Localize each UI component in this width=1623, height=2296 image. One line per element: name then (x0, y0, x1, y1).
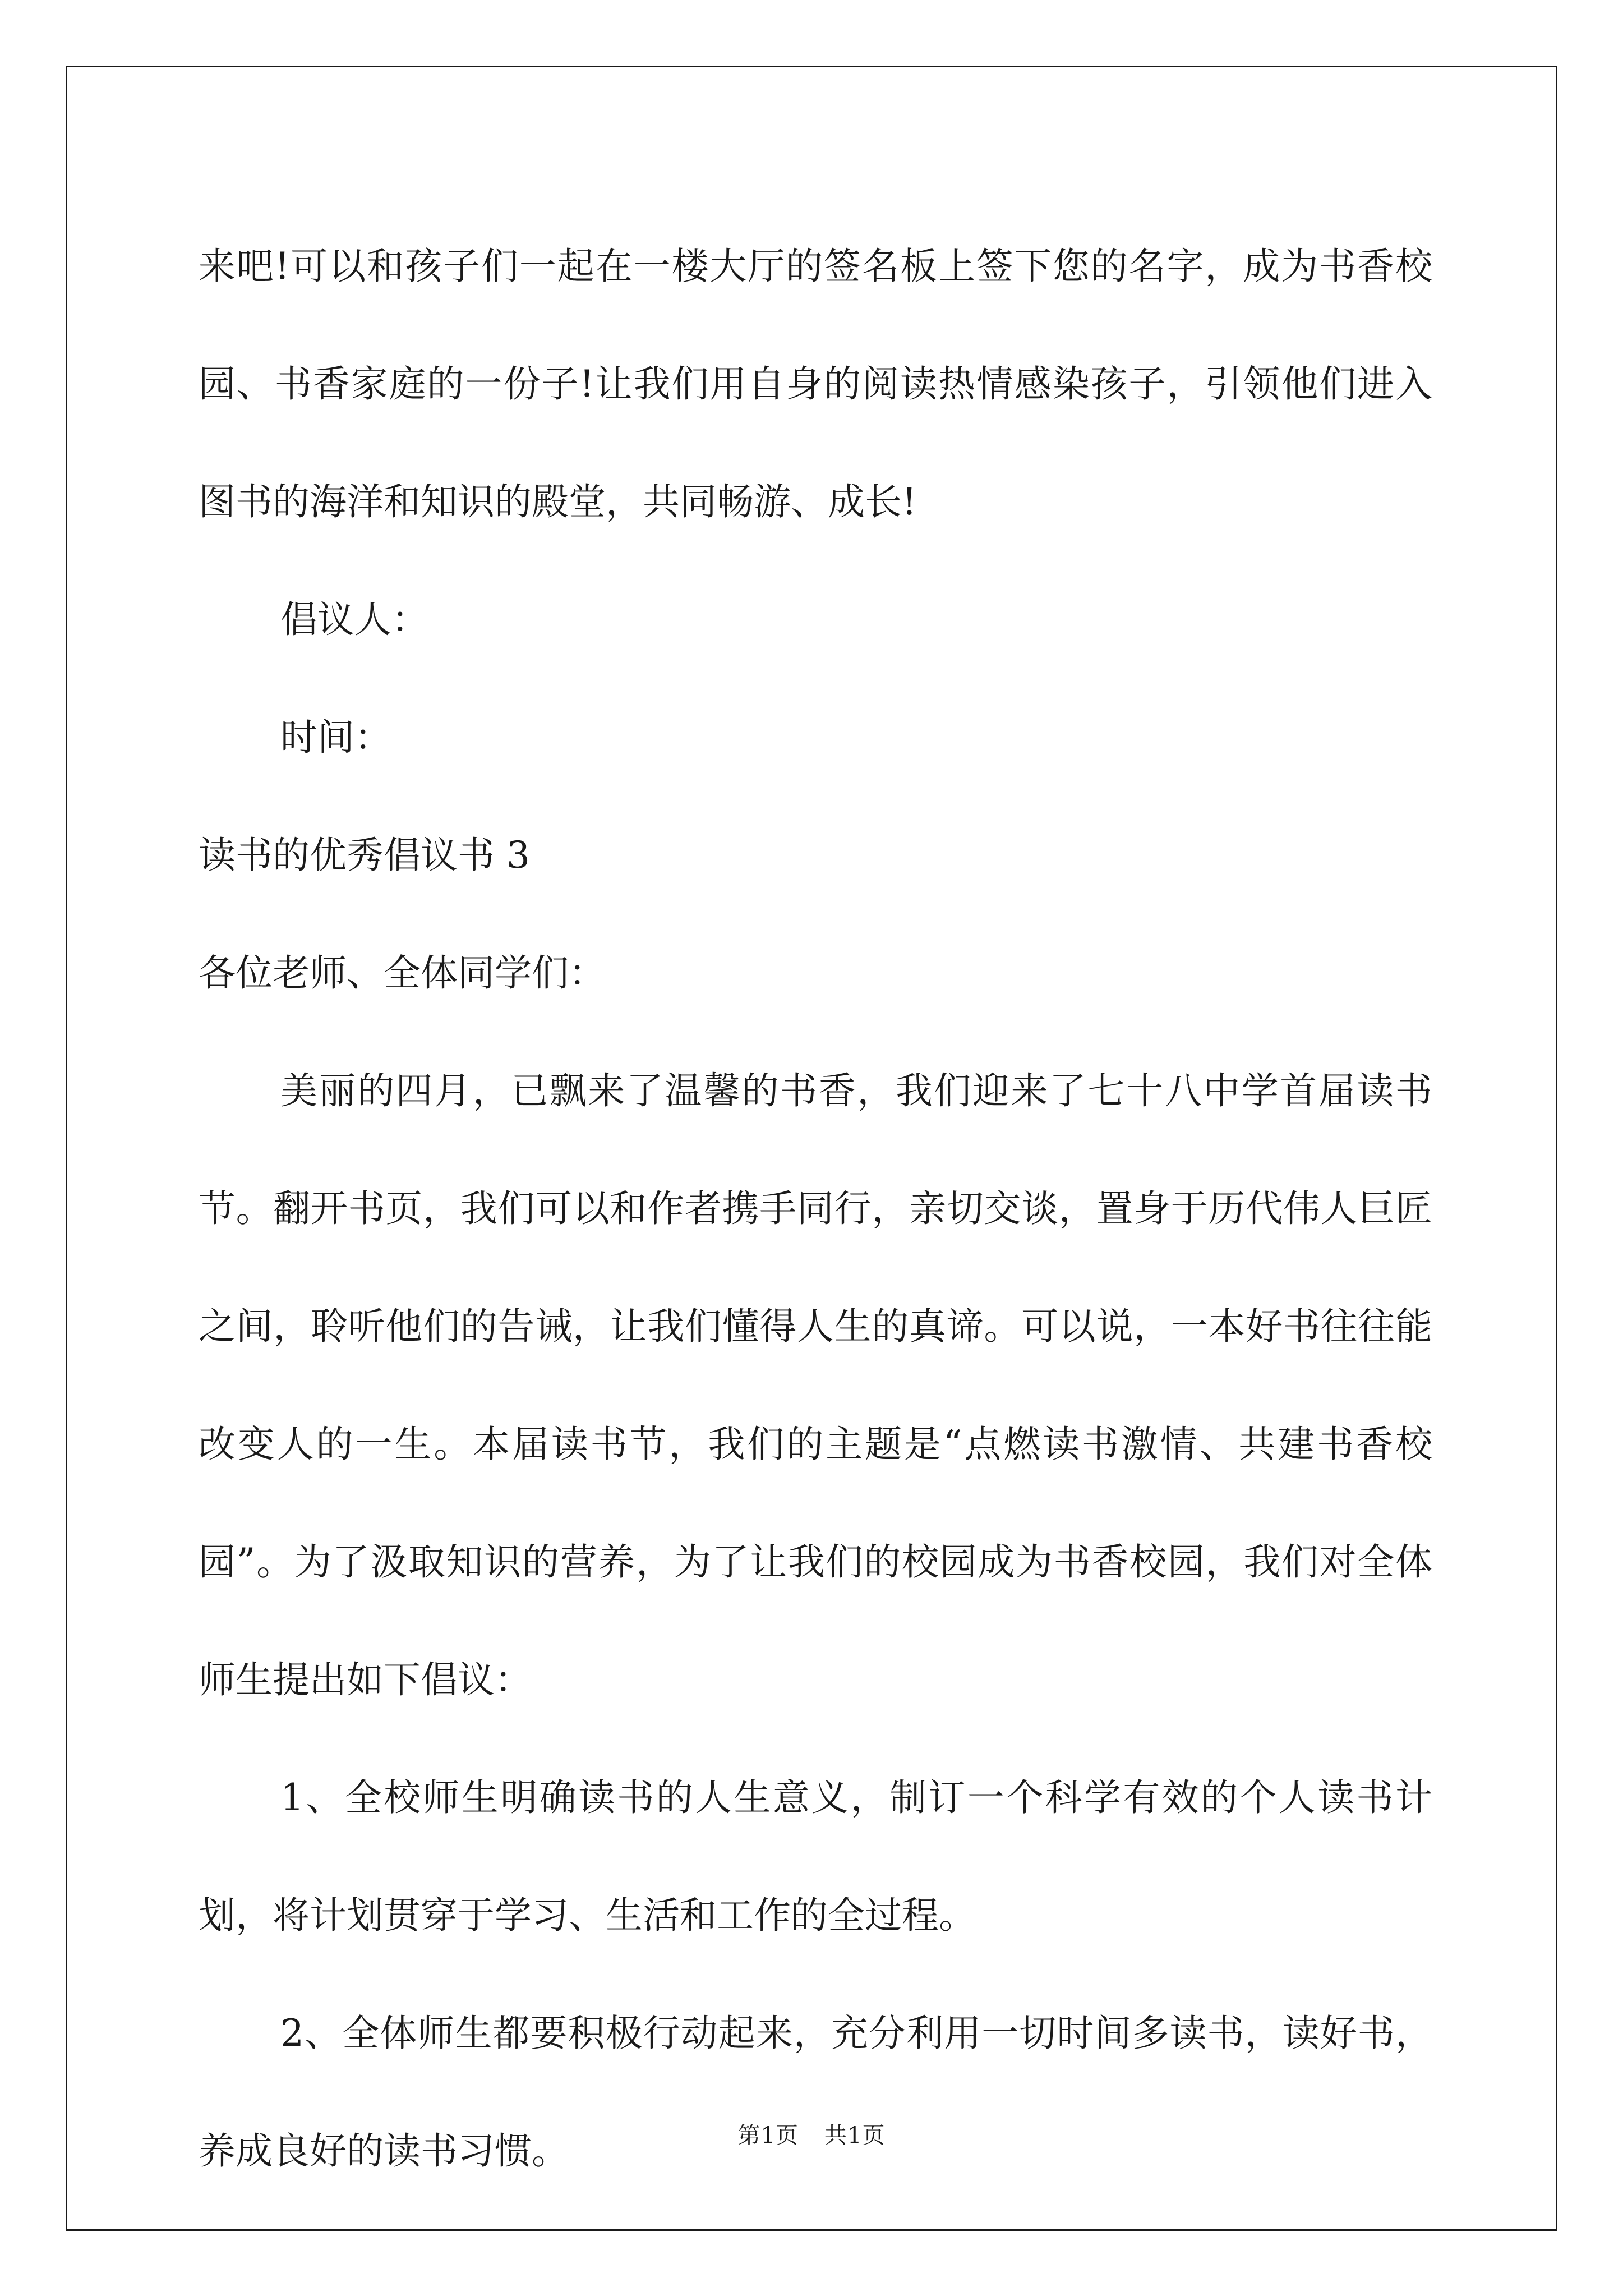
paragraph-continuation: 来吧!可以和孩子们一起在一楼大厅的签名板上签下您的名字，成为书香校园、书香家庭的一份子!让我们用自身的阅读热情感染孩子，引领他们进入图书的海洋和知识的殿堂，共同畅游、成长! (199, 245, 1432, 523)
document-body (199, 208, 1432, 2210)
proposal-item-1: 1、全校师生明确读书的人生意义，制订一个科学有效的个人读书计划，将计划贯穿于学习、生活和工作的全过程。 (199, 1776, 1432, 1937)
proposer-line: 倡议人： (280, 598, 428, 641)
page-footer (0, 2122, 1623, 2150)
page-number: 第1页 (737, 2123, 799, 2148)
date-line: 时间： (280, 716, 391, 759)
proposal-item-2: 2、全体师生都要积极行动起来，充分利用一切时间多读书，读好书，养成良好的读书习惯。 (199, 2012, 1432, 2173)
page-total: 共1页 (824, 2123, 886, 2148)
intro-paragraph: 美丽的四月，已飘来了温馨的书香，我们迎来了七十八中学首届读书节。翻开书页，我们可以和作者携手同行，亲切交谈，置身于历代伟人巨匠之间，聆听他们的告诫，让我们懂得人生的真谛。可以说，一本好书往往能改变人的一生。本届读书节，我们的主题是“点燃读书激情、共建书香校园”。为了汲取知识的营养，为了让我们的校园成为书香校园，我们对全体师生提出如下倡议： (199, 1069, 1432, 1701)
section-title: 读书的优秀倡议书 3 (199, 834, 530, 877)
salutation: 各位老师、全体同学们： (199, 951, 606, 995)
